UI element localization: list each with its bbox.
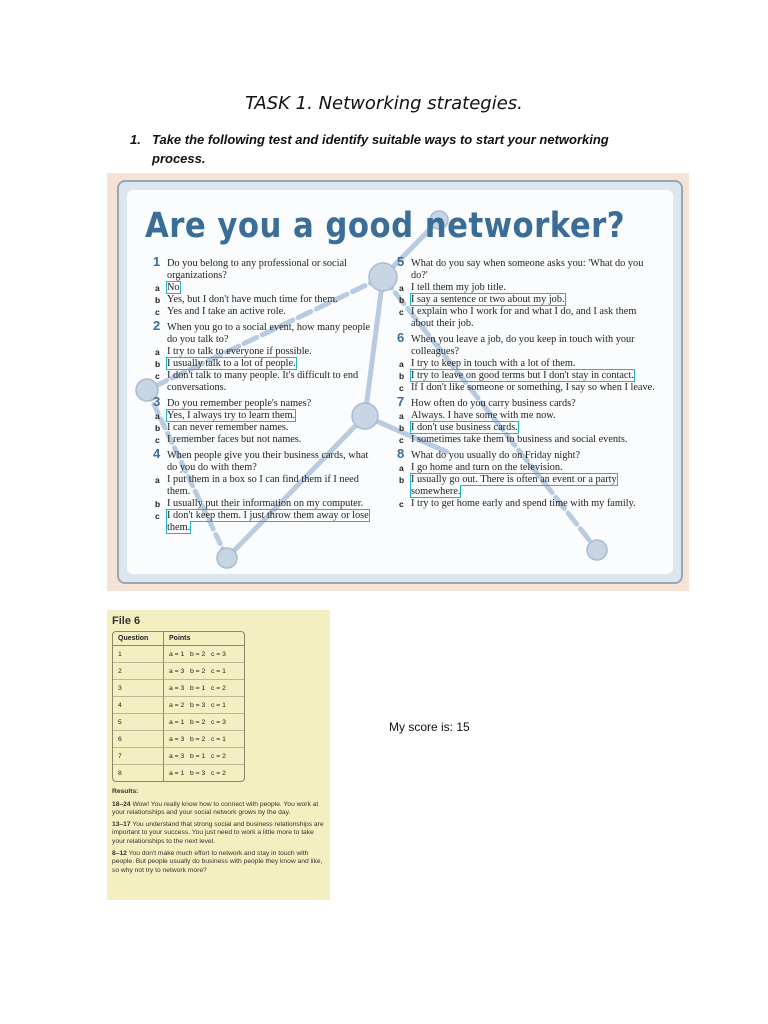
results [112,788,324,878]
table-row [113,646,244,663]
score-text: My score is: 15 [389,720,470,734]
result-text: You understand that strong social and business relationships are important to your success. You just need to work a little more to take your relationships to the next level. [112,820,324,845]
option-text: Yes, but I don't have much time for them. [167,294,338,305]
answer-option [155,410,379,422]
answer-option [399,498,661,510]
option-text: Always. I have some with me now. [411,410,556,421]
points-cell: a = 1 b = 3 c = 2 [169,769,226,777]
option-text: I put them in a box so I can find them if I need them. [167,474,359,497]
question-number-cell: 7 [113,748,164,765]
table-row [113,765,244,781]
question-text [397,254,661,282]
quiz-image [107,173,689,591]
results-title: Results: [112,788,139,795]
question-label: When people give you their business cards, what do you do with them? [167,450,369,473]
col-question-header: Question [113,632,164,646]
question-label: Do you remember people's names? [167,398,312,409]
question-block [153,394,379,446]
question-block [397,254,661,330]
answer-option [399,382,661,394]
option-text: I can never remember names. [167,422,289,433]
option-letter: c [155,435,160,445]
selected-answer: I usually talk to a lot of people. [167,358,296,369]
option-text: I tell them my job title. [411,282,506,293]
option-text: I remember faces but not names. [167,434,302,445]
result-text: You don't make much effort to network and stay in touch with people. But people usually do business with people they know and like, so why not try to network more? [112,849,323,874]
answer-option [399,434,661,446]
question-text [153,318,379,346]
option-letter: b [399,295,405,305]
points-cell: a = 3 b = 2 c = 1 [164,731,244,748]
answer-option [155,422,379,434]
quiz-frame [117,180,683,584]
result-range: 18–24 [112,800,131,808]
question-label: How often do you carry business cards? [411,398,576,409]
option-letter: a [155,475,160,485]
selected-answer: I don't use business cards. [411,422,518,433]
option-text: If I don't like someone or something, I say so when I leave. [411,382,655,393]
option-letter: b [399,371,405,381]
question-text [153,254,379,282]
question-label: What do you usually do on Friday night? [411,450,581,461]
option-text: I go home and turn on the television. [411,462,563,473]
answer-option [155,282,379,294]
answer-option [155,510,379,534]
question-number-cell: 1 [113,646,164,663]
question-block [153,446,379,534]
quiz-left-column [153,254,379,538]
answer-option [399,410,661,422]
selected-answer: No [167,282,180,293]
answer-option [155,498,379,510]
question-text [397,330,661,358]
question-text [153,394,379,410]
option-letter: a [155,283,160,293]
result-item [112,801,324,818]
answer-option [399,474,661,498]
question-number: 1 [153,254,161,269]
question-number-cell: 2 [113,663,164,680]
option-letter: b [155,423,161,433]
table-row [113,680,244,697]
answer-option [155,358,379,370]
answer-option [399,358,661,370]
question-label: Do you belong to any professional or social organizations? [167,258,347,281]
answer-option [399,462,661,474]
question-number-cell: 3 [113,680,164,697]
result-text: Wow! You really know how to connect with people. You work at your relationships and your social network grows by the day. [112,800,319,817]
option-text: I explain who I work for and what I do, and I ask them about their job. [411,306,637,329]
selected-answer: I say a sentence or two about my job. [411,294,565,305]
question-text [153,446,379,474]
question-number: 8 [397,446,405,461]
option-letter: b [399,423,405,433]
option-letter: a [399,411,404,421]
instruction-line2: process. [152,151,206,166]
option-letter: c [399,383,404,393]
question-number: 6 [397,330,405,345]
quiz-right-column [397,254,661,514]
option-letter: c [155,511,160,521]
option-letter: b [155,359,161,369]
option-text: I sometimes take them to business and social events. [411,434,628,445]
selected-answer: I usually go out. There is often an event or a party somewhere. [411,474,617,497]
option-text: I usually put their information on my computer. [167,498,364,509]
option-letter: a [399,283,404,293]
question-label: When you go to a social event, how many people do you talk to? [167,322,371,345]
answer-option [155,434,379,446]
question-block [153,254,379,318]
option-letter: c [399,307,404,317]
question-number-cell: 5 [113,714,164,731]
answer-option [155,306,379,318]
option-letter: b [155,295,161,305]
instruction-number: 1. [130,132,141,147]
question-number-cell: 4 [113,697,164,714]
result-item [112,821,324,847]
answer-option [155,294,379,306]
col-points-header: Points [164,632,244,646]
question-number-cell: 6 [113,731,164,748]
question-number: 5 [397,254,405,269]
question-block [397,446,661,510]
table-row [113,663,244,680]
answer-option [155,474,379,498]
points-cell: a = 2 b = 3 c = 1 [164,697,244,714]
answer-option [155,370,379,394]
question-number: 4 [153,446,161,461]
option-letter: a [155,411,160,421]
instruction [130,130,650,168]
option-letter: a [399,463,404,473]
option-text: I try to get home early and spend time with my family. [411,498,636,509]
result-item [112,850,324,876]
task-title: TASK 1. Networking strategies. [245,93,523,114]
question-number: 2 [153,318,161,333]
option-text: I try to talk to everyone if possible. [167,346,312,357]
question-number-cell: 8 [113,765,164,781]
option-text: Yes and I take an active role. [167,306,286,317]
option-letter: a [399,359,404,369]
quiz-title: Are you a good networker? [145,206,626,246]
option-letter: c [155,371,160,381]
option-letter: b [155,499,161,509]
points-cell: a = 3 b = 1 c = 2 [164,680,244,697]
question-number: 7 [397,394,405,409]
question-label: When you leave a job, do you keep in touch with your colleagues? [411,334,635,357]
option-text: I try to keep in touch with a lot of them. [411,358,576,369]
question-number: 3 [153,394,161,409]
answer-option [399,306,661,330]
question-text [397,394,661,410]
option-letter: c [399,435,404,445]
points-cell: a = 1 b = 2 c = 3 [164,646,244,663]
selected-answer: Yes, I always try to learn them. [167,410,296,421]
points-table [112,631,245,782]
points-cell: a = 1 b = 2 c = 3 [164,714,244,731]
option-letter: b [399,475,405,485]
answer-option [399,422,661,434]
points-cell: a = 3 b = 2 c = 1 [164,663,244,680]
question-label: What do you say when someone asks you: 'What do you do?' [411,258,644,281]
selected-answer: I try to leave on good terms but I don't stay in contact. [411,370,634,381]
question-block [397,394,661,446]
result-range: 8–12 [112,849,127,857]
table-row [113,697,244,714]
question-text [397,446,661,462]
question-block [397,330,661,394]
answer-option [399,294,661,306]
option-letter: c [399,499,404,509]
table-row [113,731,244,748]
table-row [113,748,244,765]
file6-panel [107,610,330,900]
table-row [113,714,244,731]
option-letter: a [155,347,160,357]
answer-option [399,370,661,382]
question-block [153,318,379,394]
points-cell: a = 3 b = 1 c = 2 [164,748,244,765]
result-range: 13–17 [112,820,131,828]
answer-option [155,346,379,358]
option-letter: c [155,307,160,317]
instruction-line1: Take the following test and identify suitable ways to start your networking [152,132,609,147]
file6-title: File 6 [112,615,141,627]
selected-answer: I don't keep them. I just throw them away or lose them. [167,510,369,533]
option-text: I don't talk to many people. It's difficult to end conversations. [167,370,359,393]
answer-option [399,282,661,294]
